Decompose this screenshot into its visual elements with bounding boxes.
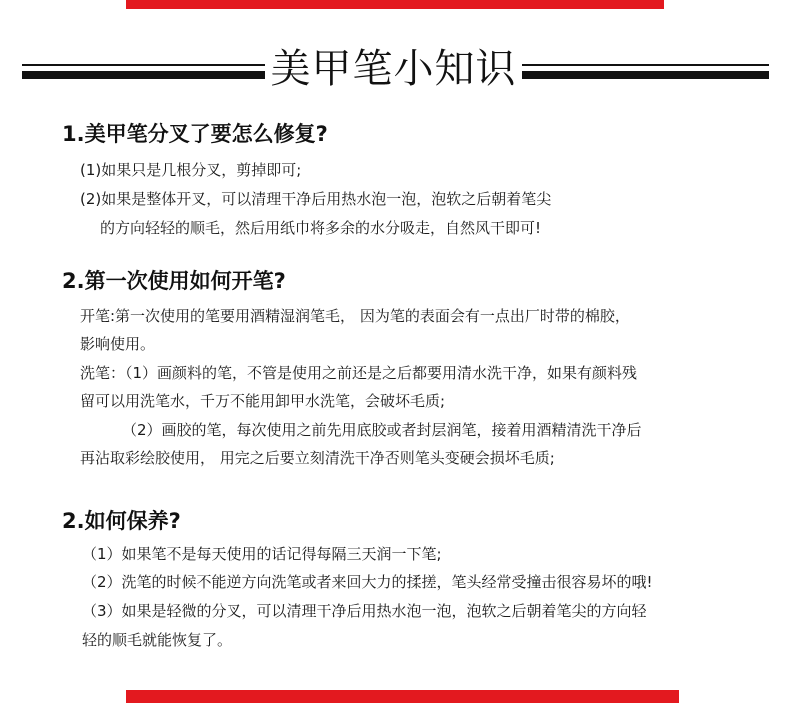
section-3-line-3: （3）如果是轻微的分叉，可以清理干净后用热水泡一泡，泡软之后朝着笔尖的方向轻 [82,602,647,620]
section-1-line-1: (1)如果只是几根分叉，剪掉即可; [80,161,302,179]
section-3-line-4: 轻的顺毛就能恢复了。 [82,631,233,649]
section-3-heading: 2.如何保养? [62,509,181,533]
section-1-line-3: 的方向轻轻的顺毛，然后用纸巾将多余的水分吸走，自然风干即可! [100,219,542,237]
section-2-line-6: 再沾取彩绘胶使用， 用完之后要立刻清洗干净否则笔头变硬会损坏毛质; [80,449,555,467]
title-banner [0,40,790,98]
title-rule-right-thin [522,64,769,66]
section-3-line-2: （2）洗笔的时候不能逆方向洗笔或者来回大力的揉搓，笔头经常受撞击很容易坏的哦! [82,573,653,591]
section-2-line-4: 留可以用洗笔水，千万不能用卸甲水洗笔，会破坏毛质; [80,392,446,410]
section-3-line-1: （1）如果笔不是每天使用的话记得每隔三天润一下笔; [82,545,442,563]
page-title: 美甲笔小知识 [270,46,517,92]
section-2-line-1: 开笔:第一次使用的笔要用酒精湿润笔毛， 因为笔的表面会有一点出厂时带的棉胶， [80,307,630,325]
section-2-heading: 2.第一次使用如何开笔? [62,269,286,293]
section-2-line-2: 影响使用。 [80,335,156,353]
top-red-bar [126,0,664,9]
section-1-line-2: (2)如果是整体开叉，可以清理干净后用热水泡一泡，泡软之后朝着笔尖 [80,190,552,208]
bottom-red-bar [126,690,679,703]
section-2-line-5: （2）画胶的笔，每次使用之前先用底胶或者封层润笔，接着用酒精清洗干净后 [122,421,642,439]
section-1-heading: 1.美甲笔分叉了要怎么修复? [62,122,328,146]
title-rule-left-thick [22,71,265,79]
section-2-line-3: 洗笔：（1）画颜料的笔，不管是使用之前还是之后都要用清水洗干净，如果有颜料残 [80,364,638,382]
title-rule-right-thick [522,71,769,79]
title-rule-left-thin [22,64,265,66]
